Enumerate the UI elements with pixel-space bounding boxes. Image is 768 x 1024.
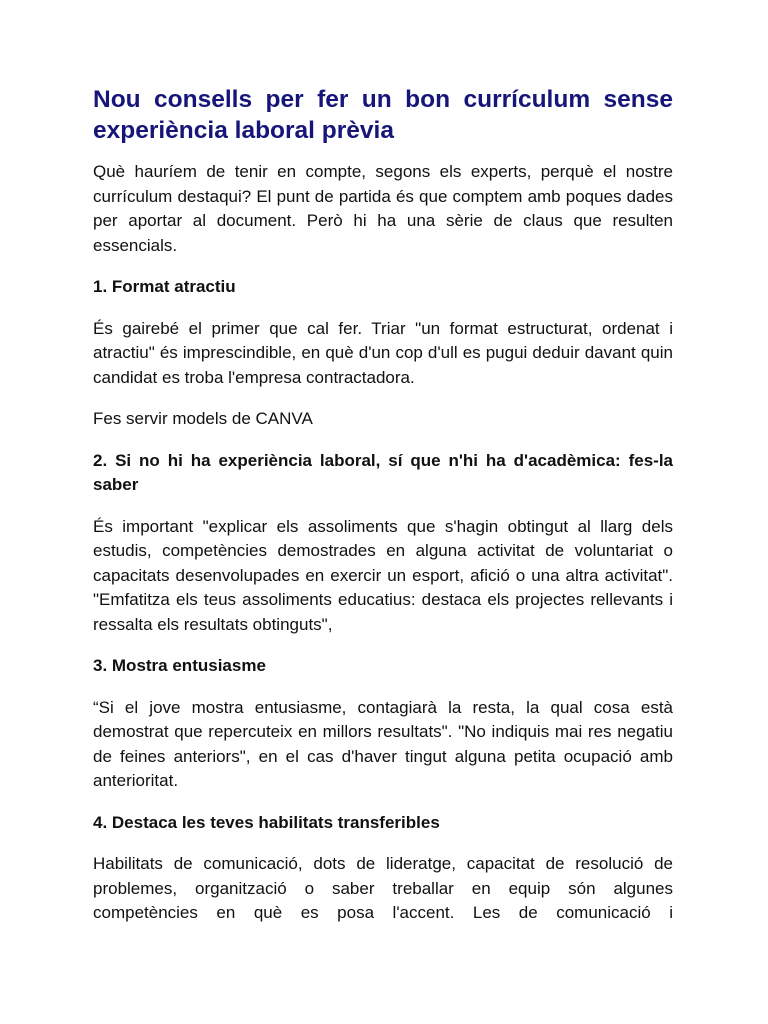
document-page <box>93 84 673 943</box>
intro-paragraph: Què hauríem de tenir en compte, segons els experts, perquè el nostre currículum destaqui? El punt de partida és que comptem amb poques dades per aportar al document. Però hi ha una sèrie de claus que resulten essencials. <box>93 162 673 255</box>
section-habilitats-transferibles <box>93 811 673 926</box>
section-paragraph: “Si el jove mostra entusiasme, contagiarà la resta, la qual cosa està demostrat que repercuteix en millors resultats". "No indiquis mai res negatiu de feines anteriors", en el cas d'haver tingut alguna petita ocupació amb anterioritat. <box>93 697 673 790</box>
section-experiencia-academica <box>93 449 673 638</box>
section-heading: 2. Si no hi ha experiència laboral, sí que n'hi ha d'acadèmica: fes-la saber <box>93 450 673 494</box>
section-paragraph: Fes servir models de CANVA <box>93 409 313 428</box>
section-paragraph: És gairebé el primer que cal fer. Triar "un format estructurat, ordenat i atractiu" és imprescindible, en què d'un cop d'ull es pugui deduir davant quin candidat es troba l'empresa contractadora. <box>93 318 673 387</box>
section-paragraph: Habilitats de comunicació, dots de lideratge, capacitat de resolució de problemes, organització o saber treballar en equip són algunes competències en què es posa l'accent. Les de comunicació i <box>93 854 673 922</box>
section-heading: 1. Format atractiu <box>93 277 236 296</box>
section-heading: 4. Destaca les teves habilitats transferibles <box>93 812 440 832</box>
section-format-atractiu <box>93 275 673 432</box>
document-title: Nou consells per fer un bon currículum sense experiència laboral prèvia <box>93 86 673 144</box>
section-mostra-entusiasme <box>93 654 673 794</box>
section-heading: 3. Mostra entusiasme <box>93 656 266 675</box>
section-paragraph: És important "explicar els assoliments que s'hagin obtingut al llarg dels estudis, competències demostrades en alguna activitat de voluntariat o capacitats desenvolupades en exercir un esport, afició o una altra activitat". "Emfatitza els teus assoliments educatius: destaca els projectes rellevants i ressalta els resultats obtinguts", <box>93 516 673 634</box>
